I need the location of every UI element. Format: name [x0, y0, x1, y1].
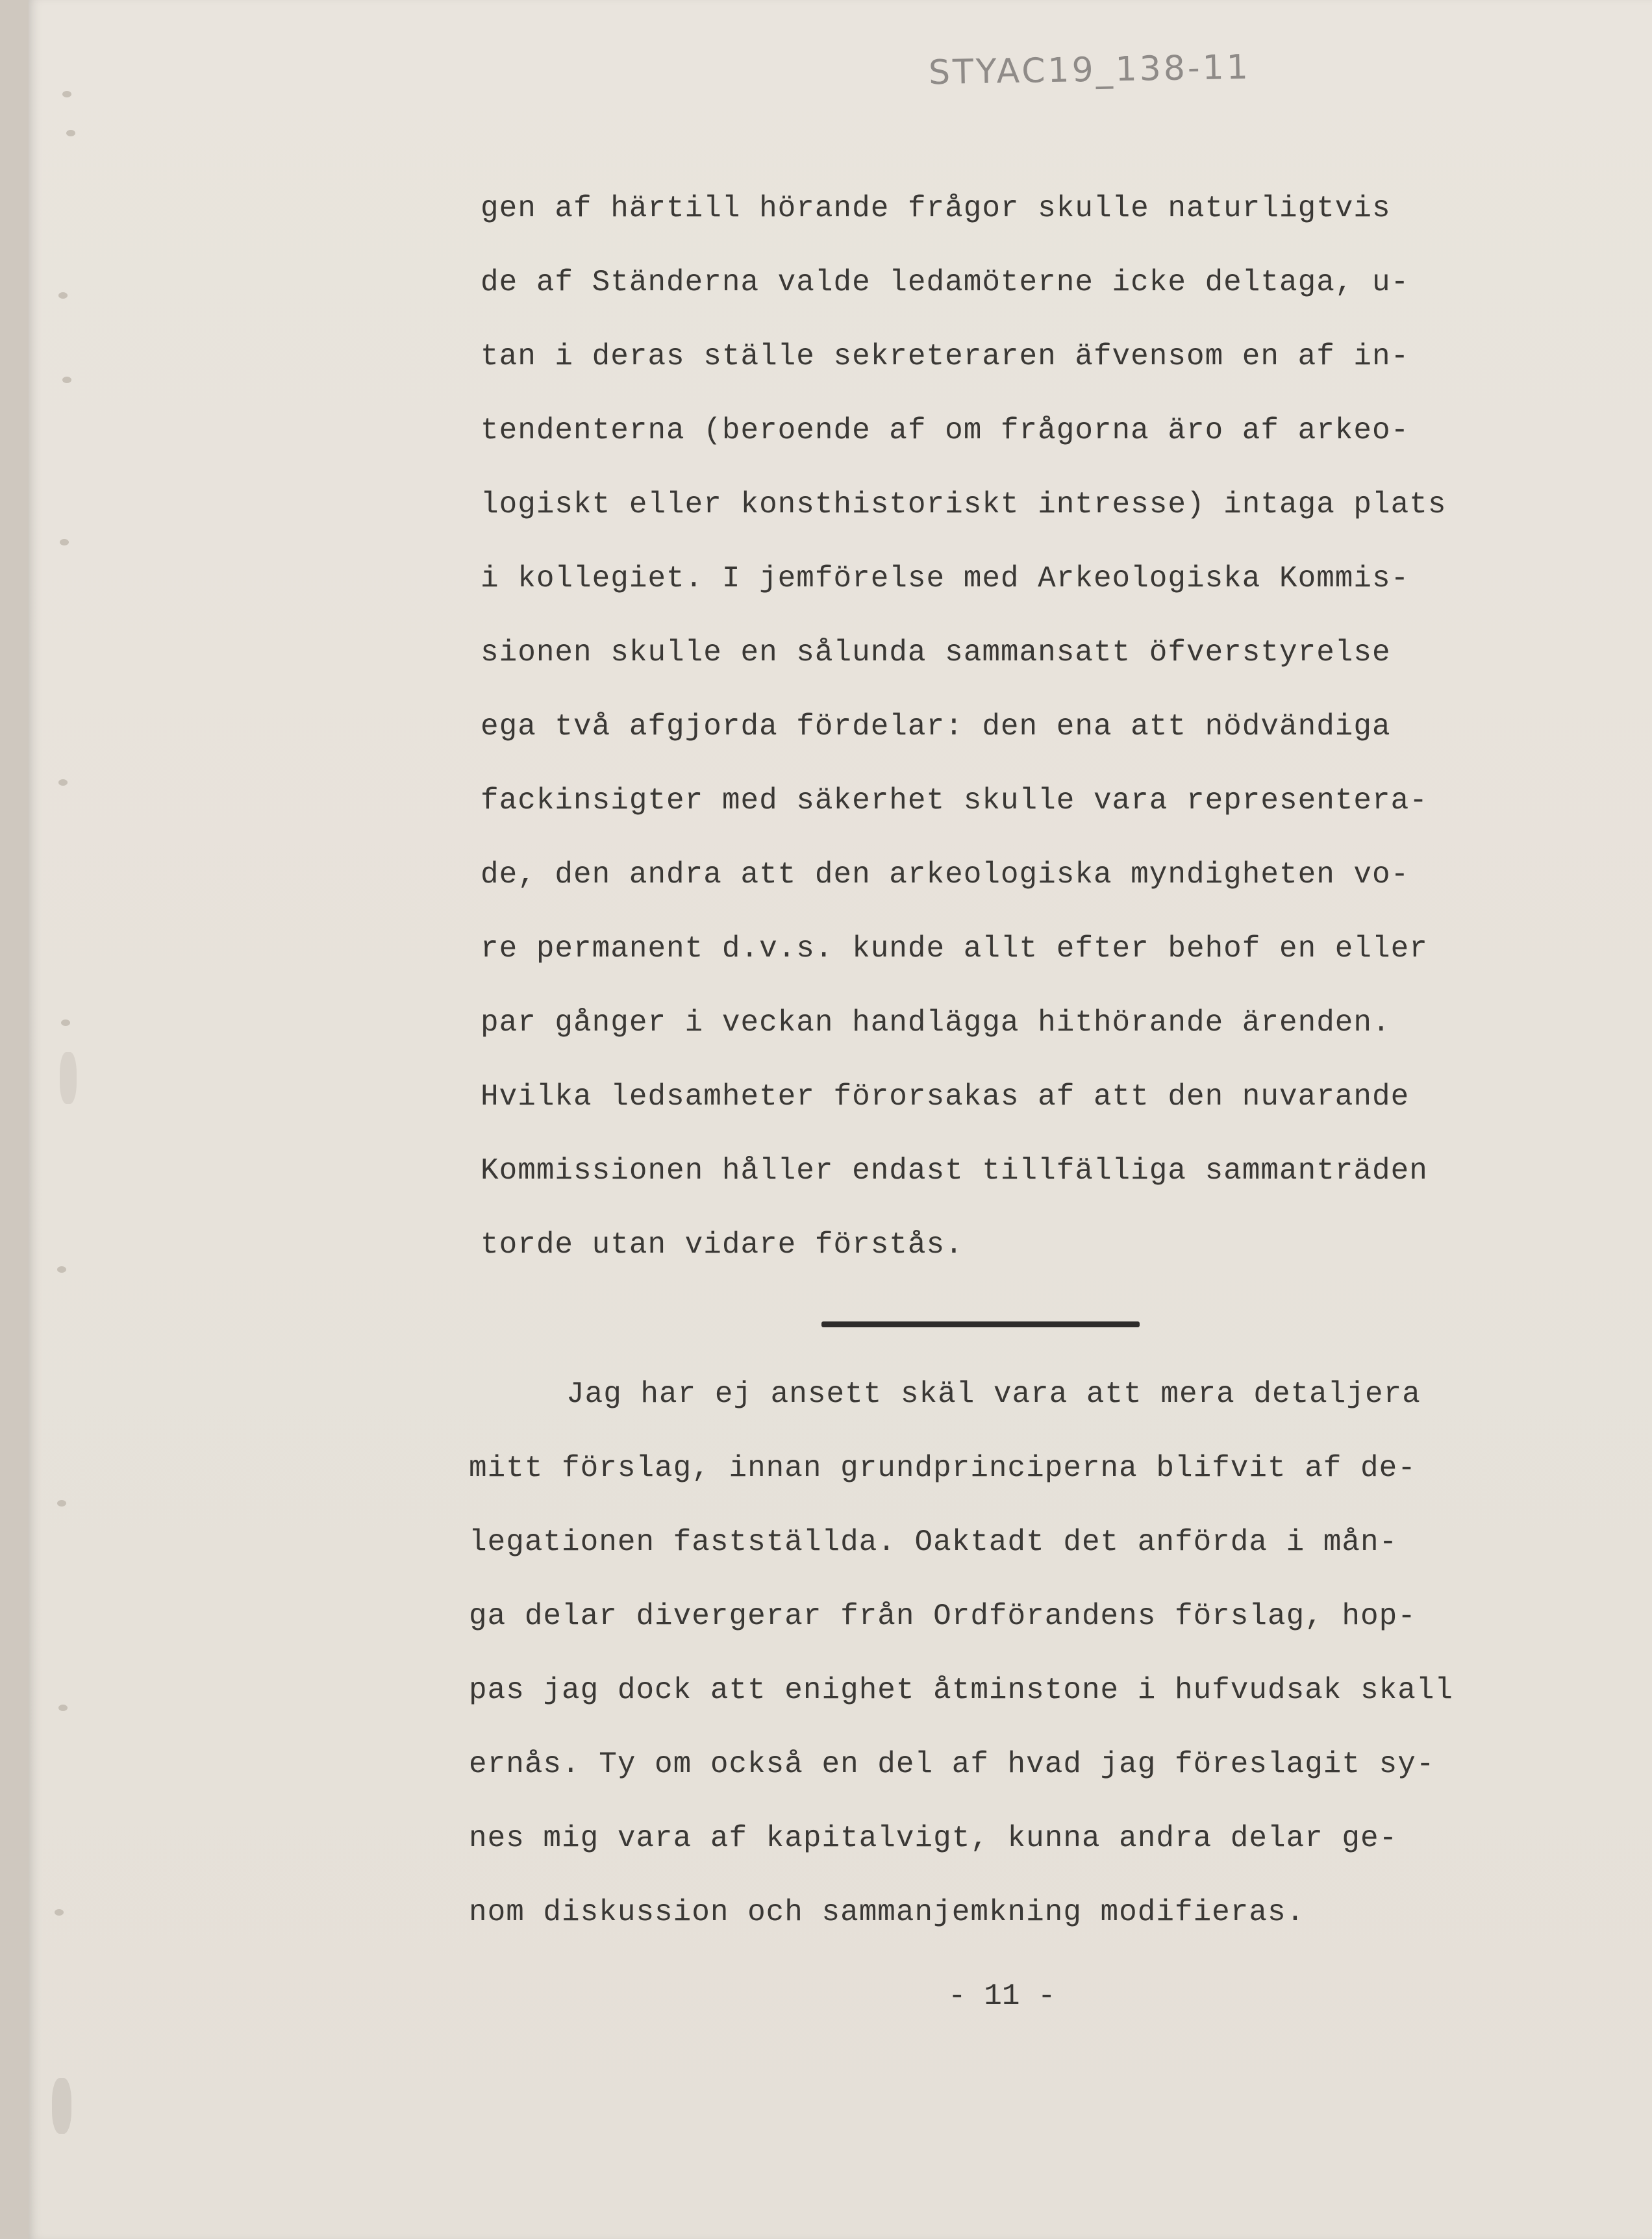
text-line: tendenterna (beroende af om frågorna äro af arkeo- — [481, 414, 1410, 447]
margin-mark — [66, 130, 75, 136]
margin-mark — [60, 539, 69, 545]
section-divider — [821, 1321, 1140, 1327]
paragraph-2 — [469, 1357, 1453, 1949]
text-line: logiskt eller konsthistoriskt intresse) intaga plats — [481, 488, 1447, 521]
text-line: par gånger i veckan handlägga hithörande ärenden. — [481, 1006, 1391, 1040]
text-line: tan i deras ställe sekreteraren äfvensom en af in- — [481, 340, 1410, 373]
text-line: nes mig vara af kapitalvigt, kunna andra delar ge- — [469, 1821, 1398, 1855]
text-line: ega två afgjorda fördelar: den ena att nödvändiga — [481, 710, 1391, 744]
page-number: - 11 - — [948, 1979, 1056, 2013]
paragraph-1 — [481, 171, 1446, 1282]
margin-mark — [57, 1500, 66, 1507]
margin-mark — [62, 377, 71, 383]
text-line: gen af härtill hörande frågor skulle naturligtvis — [481, 192, 1391, 225]
archive-reference-code: STYAC19_138-11 — [928, 47, 1251, 93]
text-line: sionen skulle en sålunda sammansatt öfverstyrelse — [481, 636, 1391, 669]
text-line: nom diskussion och sammanjemkning modifieras. — [469, 1895, 1305, 1929]
margin-mark — [55, 1909, 64, 1916]
margin-mark — [58, 779, 68, 786]
margin-mark — [62, 91, 71, 97]
margin-mark — [61, 1019, 70, 1026]
text-line: legationen fastställda. Oaktadt det anförda i mån- — [469, 1525, 1398, 1559]
text-line: fackinsigter med säkerhet skulle vara representera- — [481, 784, 1428, 818]
margin-mark — [58, 292, 68, 299]
tape-residue — [52, 2078, 71, 2134]
text-line: torde utan vidare förstås. — [481, 1228, 964, 1262]
text-line: de, den andra att den arkeologiska myndigheten vo- — [481, 858, 1410, 892]
text-line: i kollegiet. I jemförelse med Arkeologiska Kommis- — [481, 562, 1410, 595]
text-line: Hvilka ledsamheter förorsakas af att den nuvarande — [481, 1080, 1410, 1114]
margin-mark — [57, 1266, 66, 1273]
text-line: Kommissionen håller endast tillfälliga sammanträden — [481, 1154, 1428, 1188]
text-line: Jag har ej ansett skäl vara att mera detaljera — [566, 1377, 1421, 1411]
paper-smudge — [60, 1052, 77, 1104]
text-line: re permanent d.v.s. kunde allt efter behof en eller — [481, 932, 1428, 966]
text-line: mitt förslag, innan grundprinciperna blifvit af de- — [469, 1451, 1416, 1485]
text-line: ernås. Ty om också en del af hvad jag föreslagit sy- — [469, 1747, 1435, 1781]
text-line: de af Ständerna valde ledamöterne icke deltaga, u- — [481, 266, 1410, 299]
text-line: pas jag dock att enighet åtminstone i hufvudsak skall — [469, 1673, 1454, 1707]
text-line: ga delar divergerar från Ordförandens förslag, hop- — [469, 1599, 1416, 1633]
margin-mark — [58, 1705, 68, 1711]
